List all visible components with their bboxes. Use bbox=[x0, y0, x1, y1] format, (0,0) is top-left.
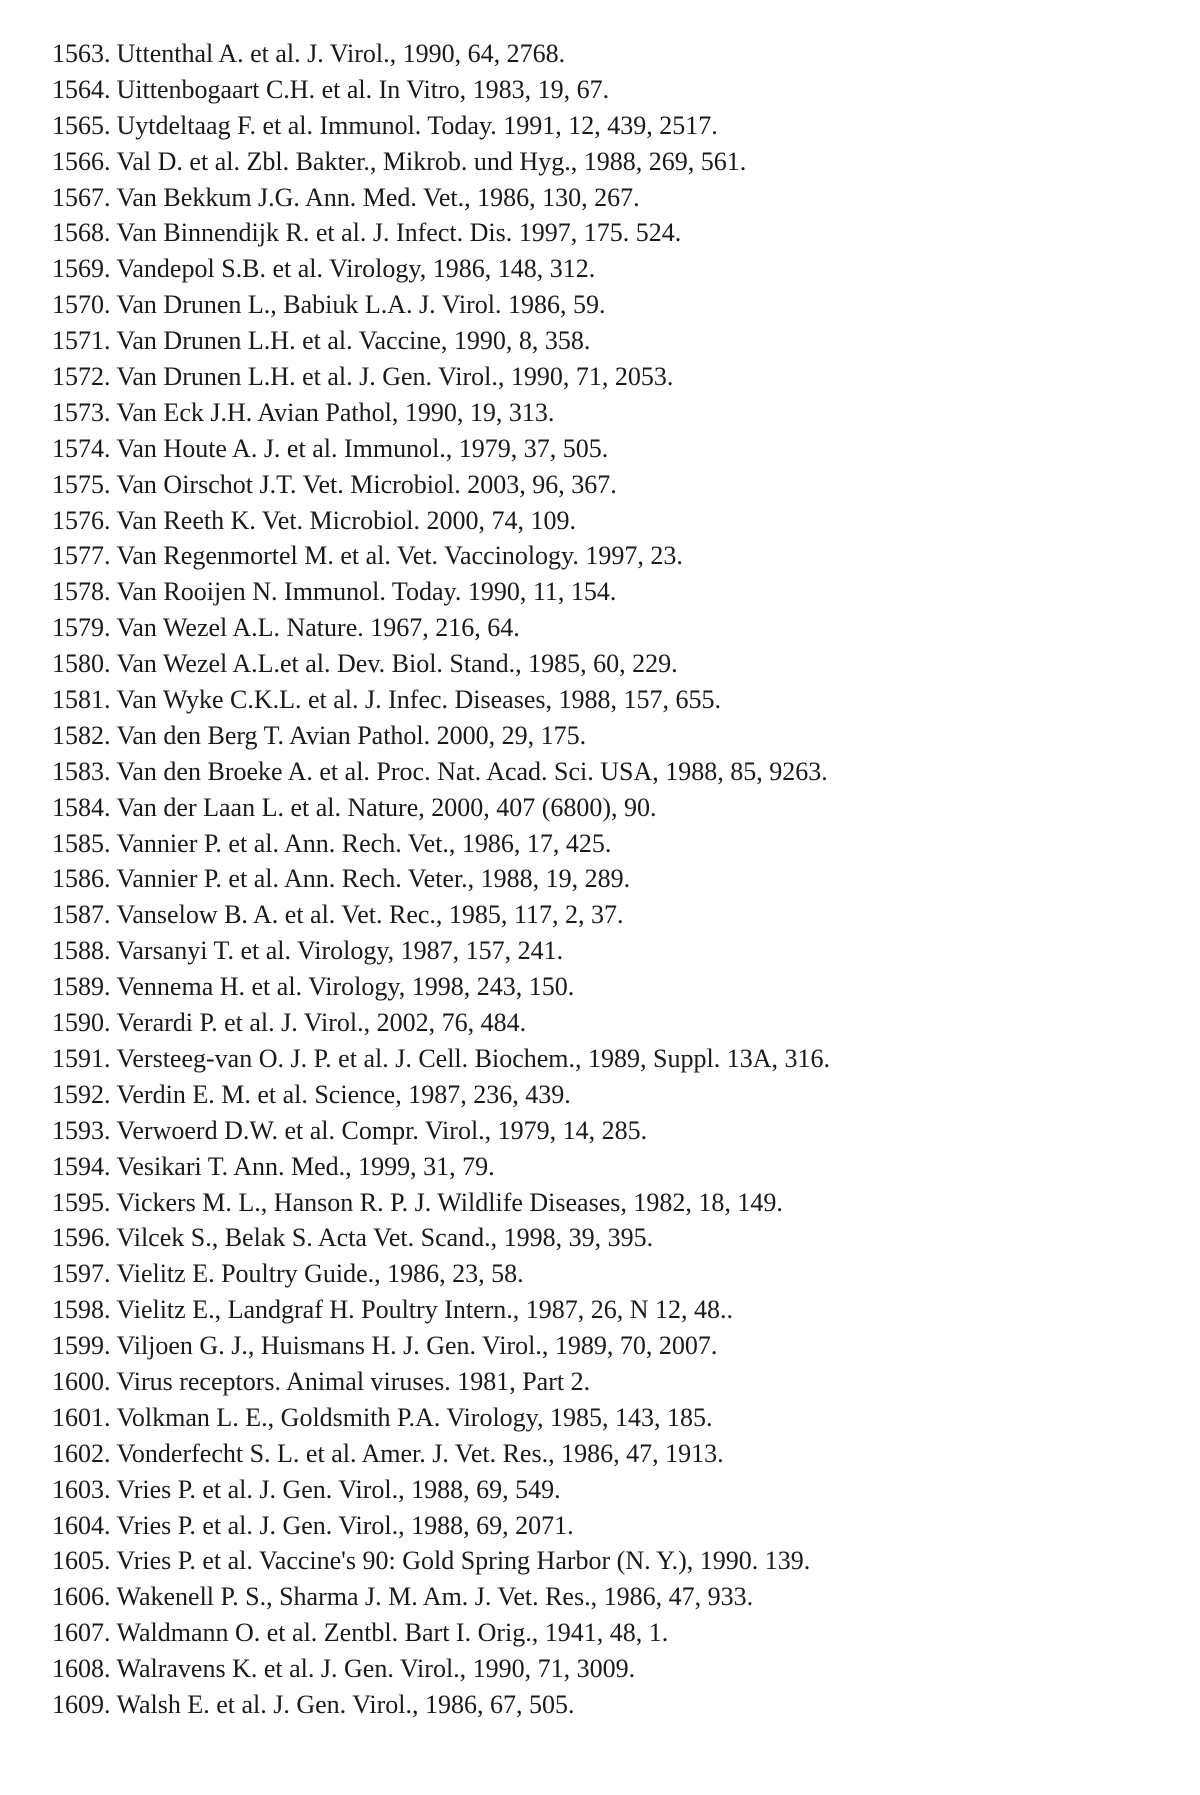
reference-number: 1563. bbox=[52, 39, 111, 68]
reference-item bbox=[52, 1149, 830, 1185]
reference-text: Van Reeth K. Vet. Microbiol. 2000, 74, 109. bbox=[116, 505, 577, 535]
reference-number: 1575. bbox=[52, 469, 111, 499]
reference-text: Vannier P. et al. Ann. Rech. Vet., 1986, 17, 425. bbox=[116, 828, 612, 858]
reference-text: Van Regenmortel M. et al. Vet. Vaccinology. 1997, 23. bbox=[116, 541, 683, 571]
reference-number: 1570. bbox=[52, 290, 111, 320]
reference-number: 1607. bbox=[52, 1618, 111, 1648]
reference-number: 1564. bbox=[52, 74, 111, 104]
reference-item bbox=[52, 1077, 830, 1113]
reference-text: Vannier P. et al. Ann. Rech. Veter., 1988, 19, 289. bbox=[116, 864, 631, 894]
reference-text: Van Wezel A.L. Nature. 1967, 216, 64. bbox=[116, 613, 520, 643]
reference-item bbox=[52, 897, 830, 933]
reference-item bbox=[52, 287, 830, 323]
reference-text: Van der Laan L. et al. Nature, 2000, 407 (6800), 90. bbox=[116, 792, 657, 822]
reference-text: Van Drunen L.H. et al. Vaccine, 1990, 8, 358. bbox=[116, 326, 591, 356]
reference-number: 1588. bbox=[52, 936, 111, 966]
reference-item bbox=[52, 1687, 830, 1723]
reference-text: Van Houte A. J. et al. Immunol., 1979, 37, 505. bbox=[116, 433, 609, 463]
reference-number: 1598. bbox=[52, 1295, 111, 1325]
reference-item bbox=[52, 503, 830, 539]
reference-number: 1595. bbox=[52, 1187, 111, 1217]
reference-item bbox=[52, 718, 830, 754]
reference-number: 1565. bbox=[52, 110, 111, 140]
reference-number: 1573. bbox=[52, 397, 111, 427]
reference-number: 1604. bbox=[52, 1510, 111, 1540]
reference-text: Walravens K. et al. J. Gen. Virol., 1990, 71, 3009. bbox=[116, 1654, 636, 1684]
reference-text: Van Wezel A.L.et al. Dev. Biol. Stand., 1985, 60, 229. bbox=[116, 649, 678, 679]
reference-text: Vonderfecht S. L. et al. Amer. J. Vet. Res., 1986, 47, 1913. bbox=[116, 1438, 724, 1468]
reference-item bbox=[52, 790, 830, 826]
reference-number: 1591. bbox=[52, 1043, 111, 1073]
reference-item bbox=[52, 754, 830, 790]
reference-item bbox=[52, 1615, 830, 1651]
reference-number: 1584. bbox=[52, 792, 111, 822]
reference-item bbox=[52, 215, 830, 251]
reference-text: Varsanyi T. et al. Virology, 1987, 157, 241. bbox=[116, 936, 564, 966]
reference-text: Vries P. et al. Vaccine's 90: Gold Spring Harbor (N. Y.), 1990. 139. bbox=[116, 1546, 811, 1576]
reference-text: Vries P. et al. J. Gen. Virol., 1988, 69, 549. bbox=[116, 1474, 561, 1504]
reference-number: 1590. bbox=[52, 1008, 111, 1038]
reference-item bbox=[52, 1651, 830, 1687]
reference-item bbox=[52, 1364, 830, 1400]
reference-number: 1599. bbox=[52, 1331, 111, 1361]
reference-text: Wakenell P. S., Sharma J. M. Am. J. Vet. Res., 1986, 47, 933. bbox=[116, 1582, 754, 1612]
reference-item bbox=[52, 933, 830, 969]
reference-text: Versteeg-van O. J. P. et al. J. Cell. Biochem., 1989, Suppl. 13A, 316. bbox=[116, 1043, 830, 1073]
reference-text: Vilcek S., Belak S. Acta Vet. Scand., 1998, 39, 395. bbox=[116, 1223, 654, 1253]
reference-number: 1601. bbox=[52, 1402, 111, 1432]
reference-text: Virus receptors. Animal viruses. 1981, Part 2. bbox=[116, 1366, 591, 1396]
reference-item bbox=[52, 574, 830, 610]
reference-number: 1577. bbox=[52, 541, 111, 571]
reference-number: 1571. bbox=[52, 326, 111, 356]
reference-number: 1579. bbox=[52, 613, 111, 643]
reference-item bbox=[52, 1436, 830, 1472]
reference-item bbox=[52, 1543, 830, 1579]
reference-item bbox=[52, 1113, 830, 1149]
reference-item bbox=[52, 1185, 830, 1221]
reference-item bbox=[52, 969, 830, 1005]
reference-number: 1608. bbox=[52, 1654, 111, 1684]
reference-item bbox=[52, 251, 830, 287]
reference-item bbox=[52, 682, 830, 718]
reference-text: Val D. et al. Zbl. Bakter., Mikrob. und Hyg., 1988, 269, 561. bbox=[116, 146, 747, 176]
reference-item bbox=[52, 431, 830, 467]
reference-item bbox=[52, 861, 830, 897]
reference-text: Van den Berg T. Avian Pathol. 2000, 29, 175. bbox=[116, 720, 587, 750]
reference-item bbox=[52, 610, 830, 646]
reference-number: 1572. bbox=[52, 362, 111, 392]
reference-item bbox=[52, 180, 830, 216]
reference-number: 1581. bbox=[52, 685, 111, 715]
reference-text: Waldmann O. et al. Zentbl. Bart I. Orig., 1941, 48, 1. bbox=[116, 1618, 669, 1648]
reference-text: Vanselow B. A. et al. Vet. Rec., 1985, 117, 2, 37. bbox=[116, 900, 624, 930]
reference-item bbox=[52, 538, 830, 574]
reference-item bbox=[52, 72, 830, 108]
reference-number: 1589. bbox=[52, 972, 111, 1002]
reference-text: Vandepol S.B. et al. Virology, 1986, 148, 312. bbox=[116, 254, 596, 284]
reference-item bbox=[52, 1508, 830, 1544]
reference-number: 1603. bbox=[52, 1474, 111, 1504]
reference-text: Van Bekkum J.G. Ann. Med. Vet., 1986, 130, 267. bbox=[116, 182, 640, 212]
reference-item bbox=[52, 1041, 830, 1077]
reference-number: 1596. bbox=[52, 1223, 111, 1253]
reference-number: 1592. bbox=[52, 1079, 111, 1109]
reference-text: Walsh E. et al. J. Gen. Virol., 1986, 67, 505. bbox=[116, 1689, 575, 1719]
reference-number: 1583. bbox=[52, 756, 111, 786]
reference-text: Van Eck J.H. Avian Pathol, 1990, 19, 313. bbox=[116, 397, 555, 427]
reference-text: Van Binnendijk R. et al. J. Infect. Dis. 1997, 175. 524. bbox=[116, 218, 682, 248]
reference-text: Verwoerd D.W. et al. Compr. Virol., 1979, 14, 285. bbox=[116, 1115, 648, 1145]
reference-item bbox=[52, 1005, 830, 1041]
reference-text: Verardi P. et al. J. Virol., 2002, 76, 484. bbox=[116, 1008, 527, 1038]
reference-text: Vielitz E., Landgraf H. Poultry Intern., 1987, 26, N 12, 48.. bbox=[116, 1295, 734, 1325]
reference-item bbox=[52, 395, 830, 431]
reference-item bbox=[52, 1220, 830, 1256]
reference-item bbox=[52, 36, 830, 72]
reference-text: Vries P. et al. J. Gen. Virol., 1988, 69, 2071. bbox=[116, 1510, 574, 1540]
reference-number: 1569. bbox=[52, 254, 111, 284]
reference-item bbox=[52, 1328, 830, 1364]
reference-item bbox=[52, 1472, 830, 1508]
reference-text: Van Wyke C.K.L. et al. J. Infec. Diseases, 1988, 157, 655. bbox=[116, 685, 721, 715]
reference-list bbox=[52, 36, 830, 1723]
reference-number: 1585. bbox=[52, 828, 111, 858]
reference-number: 1576. bbox=[52, 505, 111, 535]
reference-number: 1605. bbox=[52, 1546, 111, 1576]
reference-number: 1567. bbox=[52, 182, 111, 212]
reference-text: Uytdeltaag F. et al. Immunol. Today. 1991, 12, 439, 2517. bbox=[116, 110, 718, 140]
reference-item bbox=[52, 646, 830, 682]
reference-number: 1587. bbox=[52, 900, 111, 930]
reference-item bbox=[52, 1292, 830, 1328]
reference-text: Van Drunen L.H. et al. J. Gen. Virol., 1990, 71, 2053. bbox=[116, 362, 674, 392]
reference-number: 1574. bbox=[52, 433, 111, 463]
reference-number: 1580. bbox=[52, 649, 111, 679]
reference-number: 1578. bbox=[52, 577, 111, 607]
reference-number: 1594. bbox=[52, 1151, 111, 1181]
reference-number: 1602. bbox=[52, 1438, 111, 1468]
reference-number: 1597. bbox=[52, 1259, 111, 1289]
reference-number: 1566. bbox=[52, 146, 111, 176]
reference-number: 1600. bbox=[52, 1366, 111, 1396]
reference-text: Van den Broeke A. et al. Proc. Nat. Acad. Sci. USA, 1988, 85, 9263. bbox=[116, 756, 828, 786]
reference-item bbox=[52, 1579, 830, 1615]
reference-text: Volkman L. E., Goldsmith P.A. Virology, 1985, 143, 185. bbox=[116, 1402, 713, 1432]
reference-item bbox=[52, 467, 830, 503]
reference-number: 1593. bbox=[52, 1115, 111, 1145]
reference-number: 1606. bbox=[52, 1582, 111, 1612]
reference-text: Vesikari T. Ann. Med., 1999, 31, 79. bbox=[116, 1151, 495, 1181]
reference-text: Uttenthal A. et al. J. Virol., 1990, 64, 2768. bbox=[116, 39, 566, 68]
reference-text: Uittenbogaart C.H. et al. In Vitro, 1983, 19, 67. bbox=[116, 74, 610, 104]
reference-item bbox=[52, 826, 830, 862]
reference-text: Vielitz E. Poultry Guide., 1986, 23, 58. bbox=[116, 1259, 524, 1289]
reference-number: 1609. bbox=[52, 1689, 111, 1719]
reference-item bbox=[52, 108, 830, 144]
reference-item bbox=[52, 323, 830, 359]
reference-text: Van Rooijen N. Immunol. Today. 1990, 11, 154. bbox=[116, 577, 617, 607]
reference-number: 1568. bbox=[52, 218, 111, 248]
reference-item bbox=[52, 1256, 830, 1292]
reference-text: Van Oirschot J.T. Vet. Microbiol. 2003, 96, 367. bbox=[116, 469, 617, 499]
reference-text: Vennema H. et al. Virology, 1998, 243, 150. bbox=[116, 972, 575, 1002]
reference-text: Verdin E. M. et al. Science, 1987, 236, 439. bbox=[116, 1079, 571, 1109]
reference-text: Van Drunen L., Babiuk L.A. J. Virol. 1986, 59. bbox=[116, 290, 606, 320]
reference-item bbox=[52, 144, 830, 180]
reference-number: 1582. bbox=[52, 720, 111, 750]
reference-text: Viljoen G. J., Huismans H. J. Gen. Virol., 1989, 70, 2007. bbox=[116, 1331, 718, 1361]
reference-item bbox=[52, 359, 830, 395]
reference-text: Vickers M. L., Hanson R. P. J. Wildlife Diseases, 1982, 18, 149. bbox=[116, 1187, 783, 1217]
reference-item bbox=[52, 1400, 830, 1436]
reference-number: 1586. bbox=[52, 864, 111, 894]
